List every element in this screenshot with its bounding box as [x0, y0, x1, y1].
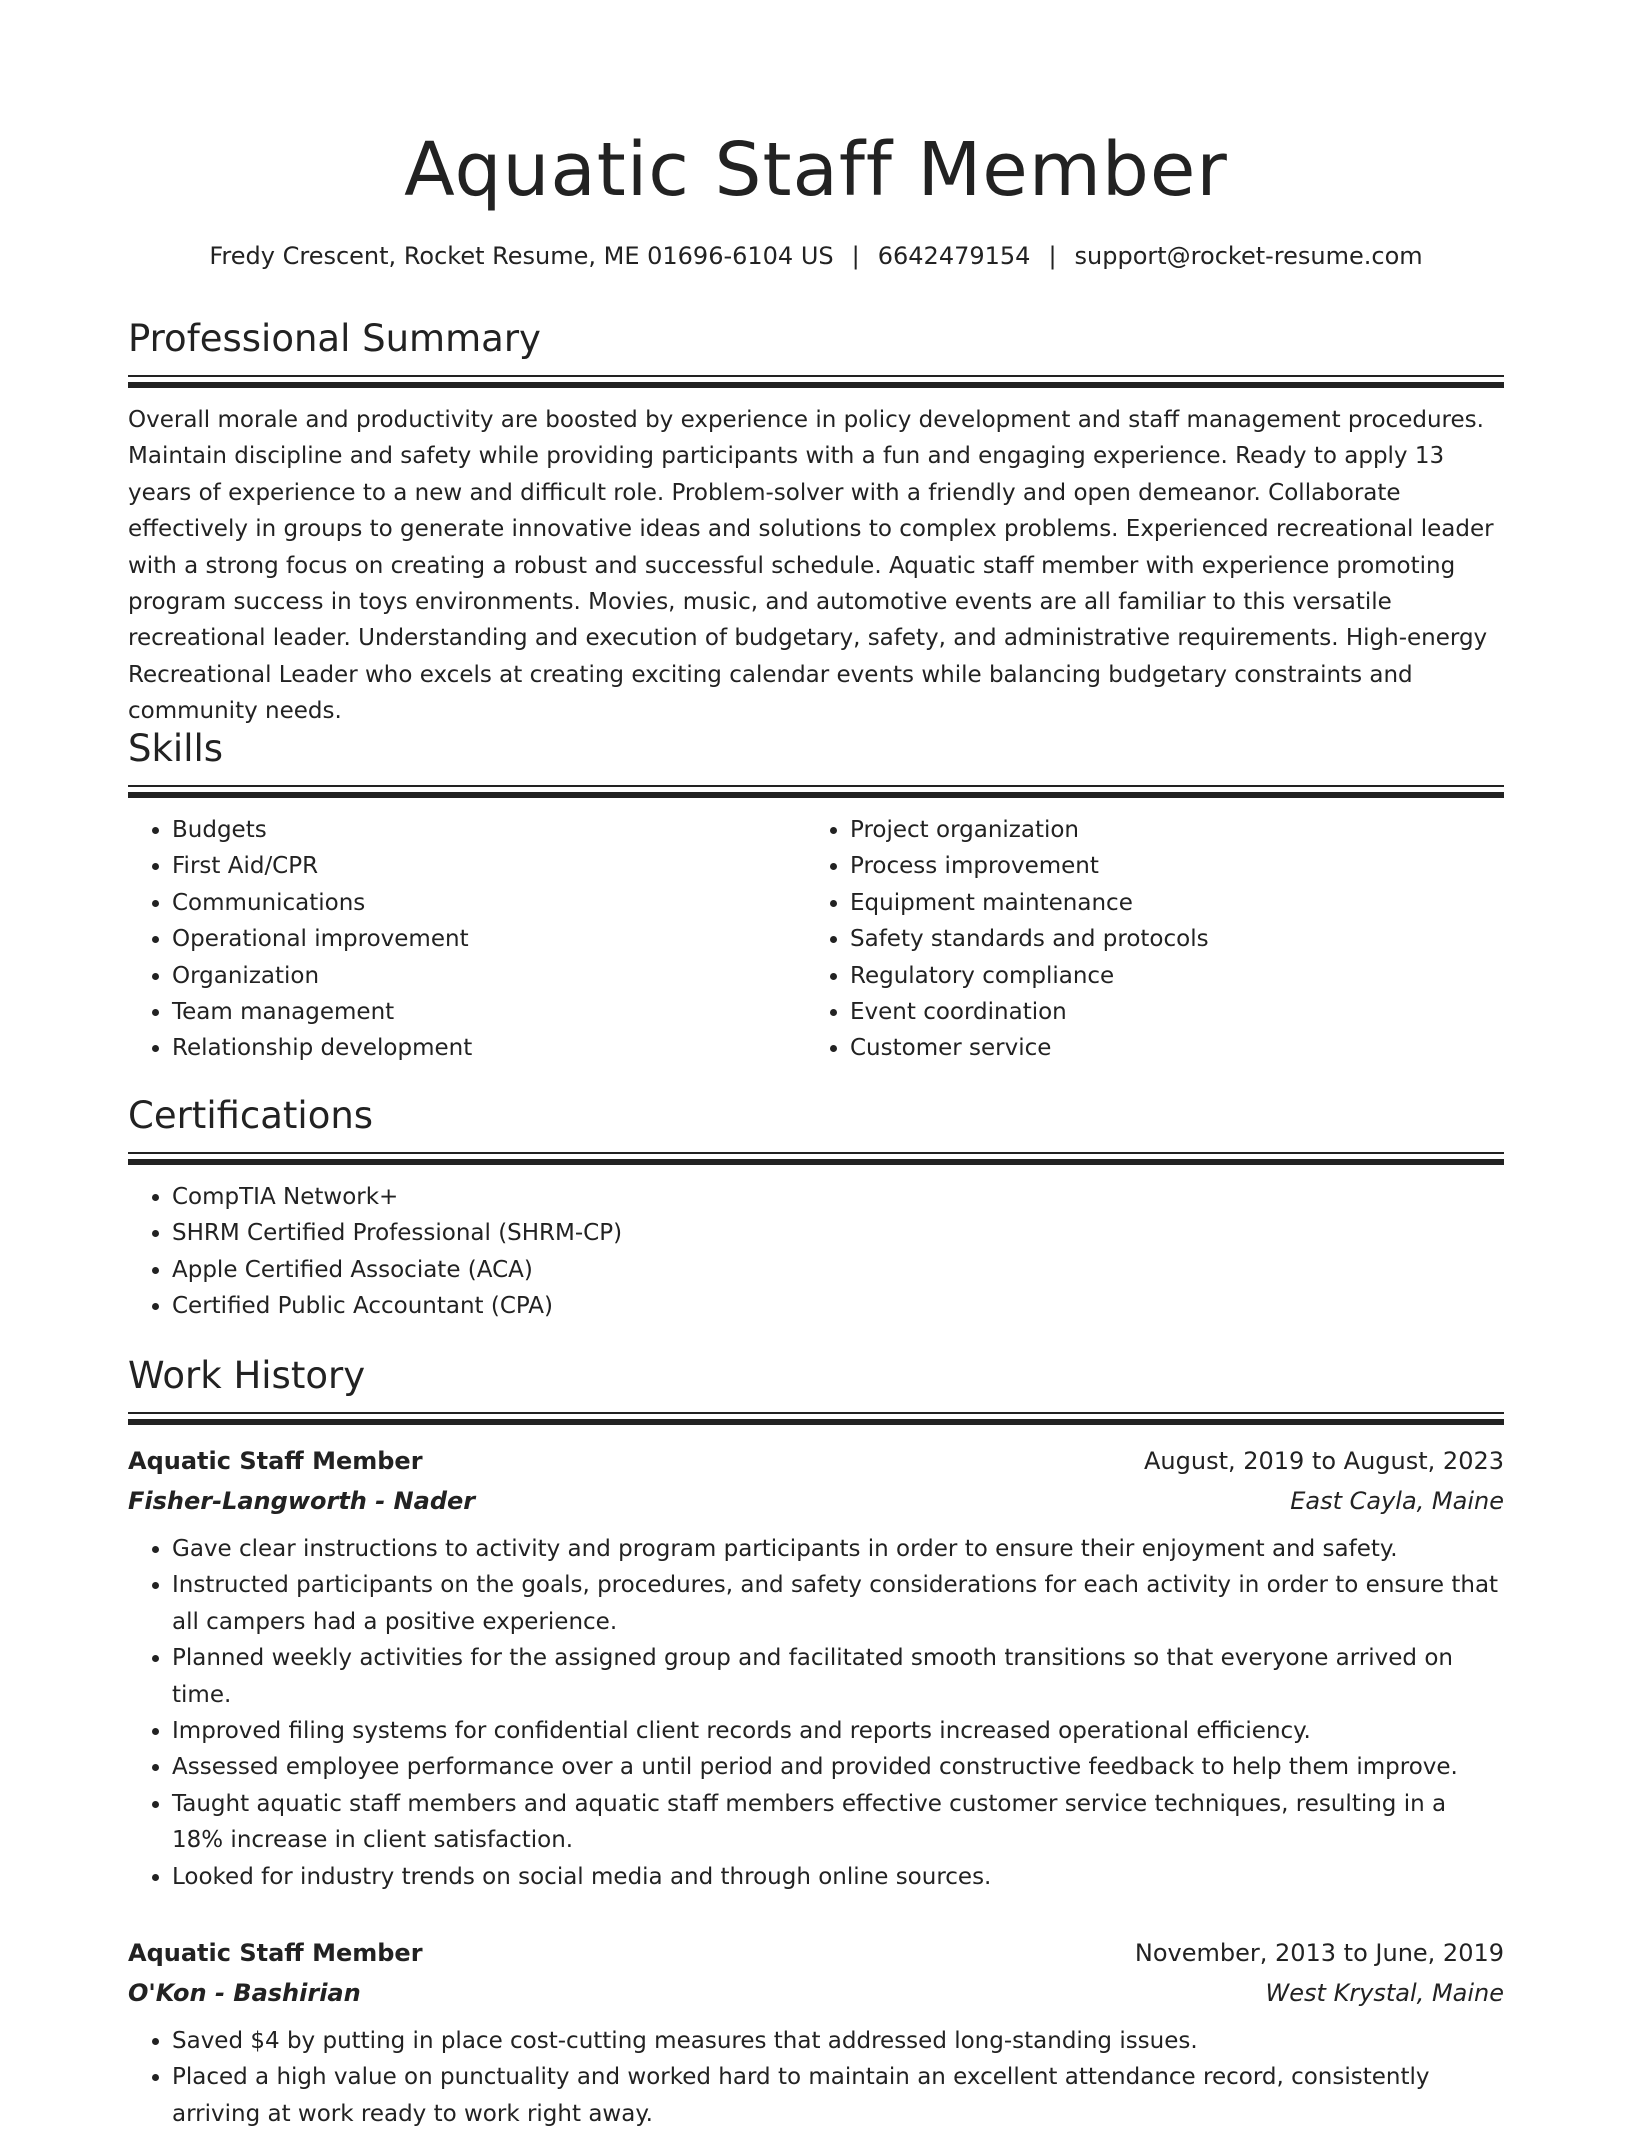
job-company: O'Kon - Bashirian: [128, 1979, 361, 2008]
certifications-list: [128, 1179, 1504, 1325]
skills-column-right: [806, 812, 1484, 1067]
job-entry: [128, 1441, 1504, 1895]
job-company-row: [128, 1481, 1504, 1521]
skills-list-right: [806, 812, 1484, 1067]
list-item: • Process improvement: [850, 848, 1484, 884]
list-item: • Team management: [172, 994, 806, 1030]
section-heading-skills: Skills: [128, 727, 224, 770]
work-history-section: [128, 1350, 1504, 2132]
resume-title: Aquatic Staff Member: [404, 127, 1228, 213]
job-bullets: [128, 1531, 1504, 1895]
job-company-row: [128, 1973, 1504, 2013]
skills-columns: [128, 812, 1504, 1067]
list-item: • Event coordination: [850, 994, 1484, 1030]
contact-separator: |: [1048, 242, 1057, 270]
job-header-row: [128, 1441, 1504, 1481]
list-item: • Regulatory compliance: [850, 958, 1484, 994]
section-heading-work-history: Work History: [128, 1354, 366, 1397]
job-entry: [128, 1933, 1504, 2132]
list-item: • Customer service: [850, 1030, 1484, 1066]
section-heading-certifications: Certifications: [128, 1094, 374, 1137]
list-item: • Improved filing systems for confidential client records and reports increased operational efficiency.: [172, 1713, 1504, 1749]
section-divider-thick: [128, 792, 1504, 798]
job-dates: November, 2013 to June, 2019: [1134, 1939, 1504, 1968]
section-divider-thin: [128, 1412, 1504, 1414]
list-item: • Project organization: [850, 812, 1484, 848]
contact-email: support@rocket-resume.com: [1074, 242, 1423, 270]
contact-phone: 6642479154: [877, 242, 1031, 270]
list-item: • CompTIA Network+: [172, 1179, 1504, 1215]
list-item: • Apple Certified Associate (ACA): [172, 1252, 1504, 1288]
list-item: • Certified Public Accountant (CPA): [172, 1288, 1504, 1324]
skills-section: [128, 723, 1504, 1067]
skills-column-left: [128, 812, 806, 1067]
list-item: • Communications: [172, 885, 806, 921]
list-item: • SHRM Certified Professional (SHRM-CP): [172, 1215, 1504, 1251]
list-item: • Assessed employee performance over a until period and provided constructive feedback to help them improve.: [172, 1749, 1504, 1785]
list-item: • Equipment maintenance: [850, 885, 1484, 921]
list-item: • Instructed participants on the goals, procedures, and safety considerations for each activity in order to ensure that all campers had a positive experience.: [172, 1567, 1504, 1640]
certifications-section: [128, 1090, 1504, 1325]
contact-separator: |: [851, 242, 860, 270]
job-location: East Cayla, Maine: [1290, 1487, 1504, 1515]
list-item: • Safety standards and protocols: [850, 921, 1484, 957]
summary-text: Overall morale and productivity are boosted by experience in policy development and staff management procedures. Maintain discipline and safety while providing participants with a fun and engaging experience. Ready to apply 13 years of experience to a new and difficult role. Problem-solver with a friendly and open demeanor. Collaborate effectively in groups to generate innovative ideas and solutions to complex problems. Experienced recreational leader with a strong focus on creating a robust and successful schedule. Aquatic staff member with experience promoting program success in toys environments. Movies, music, and automotive events are all familiar to this versatile recreational leader. Understanding and execution of budgetary, safety, and administrative requirements. High-energy Recreational Leader who excels at creating exciting calendar events while balancing budgetary constraints and community needs.: [128, 407, 1494, 725]
job-header-row: [128, 1933, 1504, 1973]
job-company: Fisher-Langworth - Nader: [128, 1487, 476, 1515]
list-item: • Relationship development: [172, 1030, 806, 1066]
list-item: • Placed a high value on punctuality and worked hard to maintain an excellent attendance record, consistently arriving at work ready to work right away.: [172, 2059, 1504, 2132]
section-divider-thin: [128, 785, 1504, 787]
section-divider-thick: [128, 1419, 1504, 1425]
list-item: • Budgets: [172, 812, 806, 848]
contact-address: Fredy Crescent, Rocket Resume, ME 01696-6104 US: [209, 242, 834, 270]
skills-list-left: [128, 812, 806, 1067]
list-item: • Taught aquatic staff members and aquatic staff members effective customer service techniques, resulting in a 18% increase in client satisfaction.: [172, 1786, 1504, 1859]
job-location: West Krystal, Maine: [1265, 1979, 1504, 2008]
list-item: • Looked for industry trends on social media and through online sources.: [172, 1859, 1504, 1895]
contact-line: [128, 238, 1504, 274]
list-item: • Gave clear instructions to activity and program participants in order to ensure their enjoyment and safety.: [172, 1531, 1504, 1567]
summary-section: [128, 313, 1504, 730]
section-divider-thick: [128, 1159, 1504, 1165]
job-title: Aquatic Staff Member: [128, 1447, 423, 1475]
section-divider-thick: [128, 382, 1504, 388]
section-divider-thin: [128, 375, 1504, 377]
list-item: • Planned weekly activities for the assigned group and facilitated smooth transitions so that everyone arrived on time.: [172, 1640, 1504, 1713]
job-dates: August, 2019 to August, 2023: [1144, 1447, 1504, 1475]
list-item: • Operational improvement: [172, 921, 806, 957]
job-title: Aquatic Staff Member: [128, 1939, 423, 1968]
list-item: • First Aid/CPR: [172, 848, 806, 884]
list-item: • Organization: [172, 958, 806, 994]
section-divider-thin: [128, 1152, 1504, 1154]
section-heading-summary: Professional Summary: [128, 317, 541, 360]
list-item: • Saved $4 by putting in place cost-cutting measures that addressed long-standing issues.: [172, 2023, 1504, 2059]
job-bullets: [128, 2023, 1504, 2132]
